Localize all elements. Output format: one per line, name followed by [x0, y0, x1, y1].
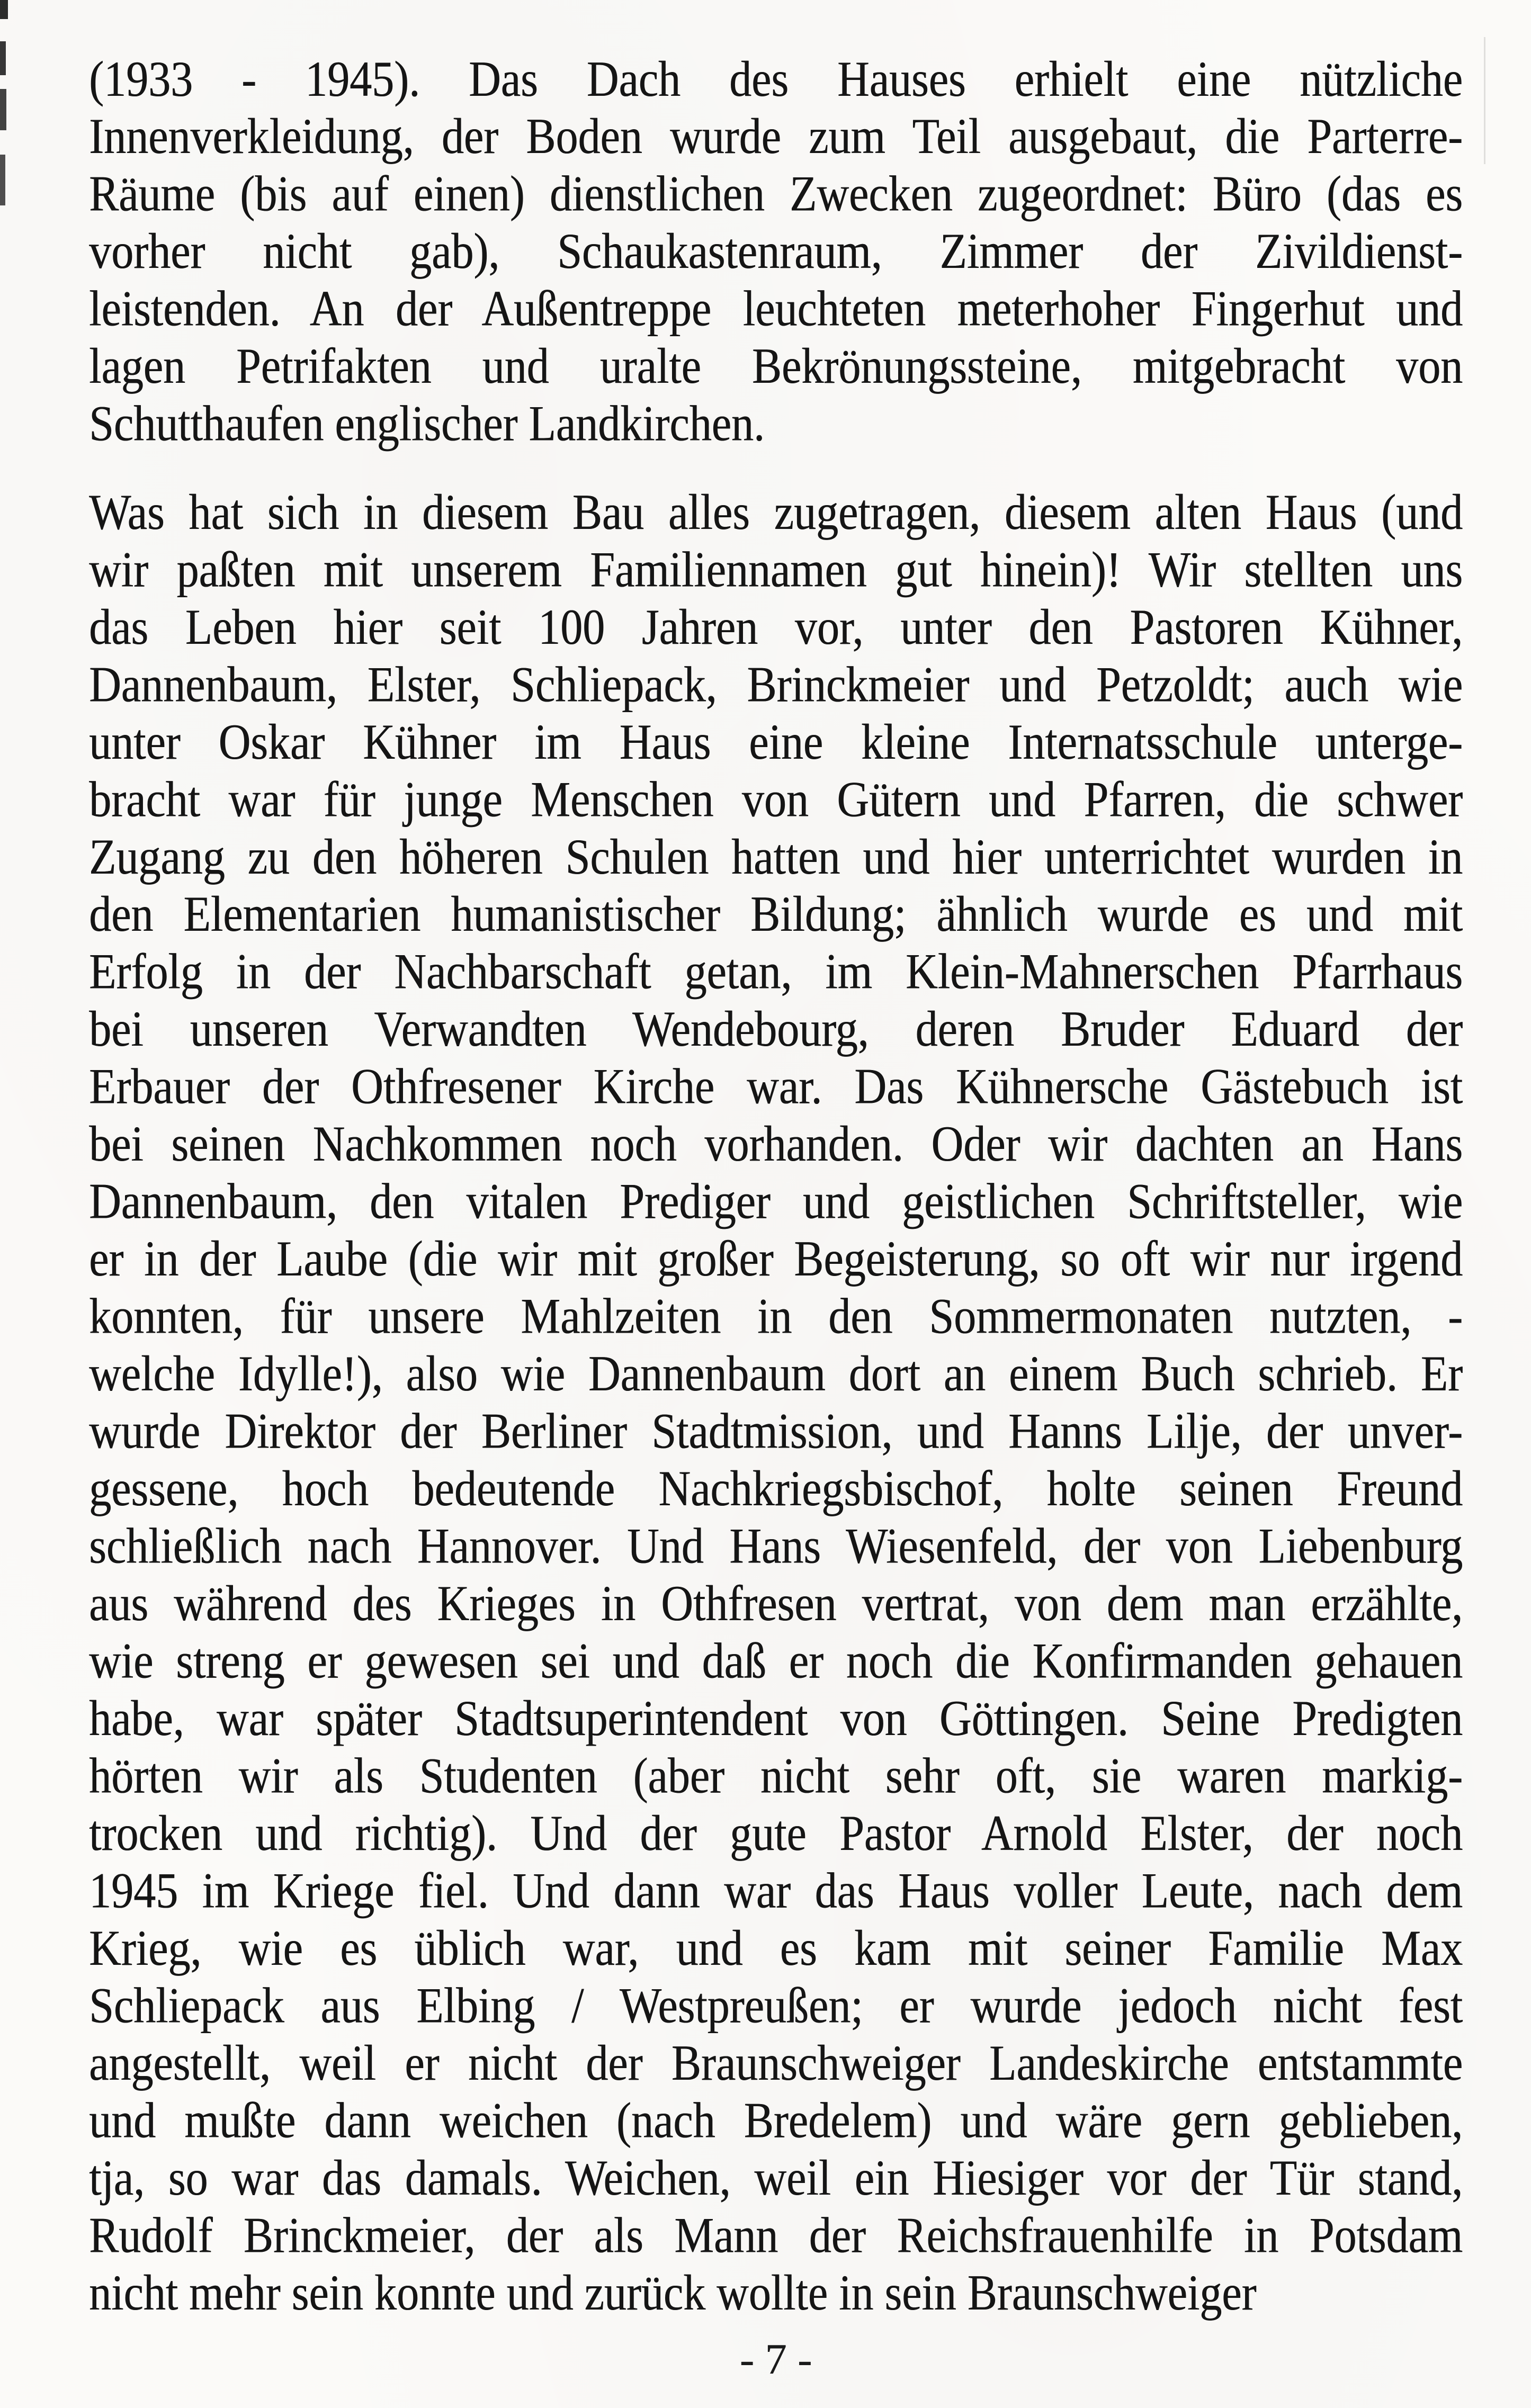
- text-line: nicht mehr sein konnte und zurück wollte in sein Braunschweiger: [89, 2265, 1257, 2321]
- text-line: tja, so war das damals. Weichen, weil ein Hiesiger vor der Tür stand,: [89, 2150, 1463, 2206]
- text-line: das Leben hier seit 100 Jahren vor, unter den Pastoren Kühner,: [89, 599, 1463, 655]
- text-line: lagen Petrifakten und uralte Bekrönungssteine, mitgebracht von: [89, 338, 1463, 394]
- text-line: er in der Laube (die wir mit großer Begeisterung, so oft wir nur irgend: [89, 1231, 1463, 1287]
- text-line: bei seinen Nachkommen noch vorhanden. Oder wir dachten an Hans: [89, 1116, 1463, 1172]
- text-line: bracht war für junge Menschen von Gütern und Pfarren, die schwer: [89, 771, 1463, 828]
- text-line: bei unseren Verwandten Wendebourg, deren Bruder Eduard der: [89, 1001, 1463, 1057]
- text-line: vorher nicht gab), Schaukastenraum, Zimmer der Zivildienst-: [89, 223, 1463, 280]
- page-number: - 7 -: [739, 2335, 812, 2383]
- text-line: und mußte dann weichen (nach Bredelem) und wäre gern geblieben,: [89, 2092, 1463, 2149]
- text-line: Was hat sich in diesem Bau alles zugetragen, diesem alten Haus (und: [89, 484, 1463, 541]
- text-line: angestellt, weil er nicht der Braunschweiger Landeskirche entstammte: [89, 2035, 1463, 2091]
- paragraph: [89, 484, 1463, 2322]
- text-line: Innenverkleidung, der Boden wurde zum Teil ausgebaut, die Parterre-: [89, 109, 1463, 165]
- text-line: leistenden. An der Außentreppe leuchteten meterhoher Fingerhut und: [89, 281, 1463, 337]
- scan-edge-artifact: [0, 41, 6, 75]
- text-line: gessene, hoch bedeutende Nachkriegsbischof, holte seinen Freund: [89, 1461, 1463, 1517]
- text-line: Erbauer der Othfresener Kirche war. Das Kühnersche Gästebuch ist: [89, 1059, 1463, 1115]
- body-text-block: [89, 51, 1463, 2322]
- scan-edge-artifact: [0, 0, 8, 19]
- text-line: Dannenbaum, den vitalen Prediger und geistlichen Schriftsteller, wie: [89, 1174, 1463, 1230]
- text-line: Krieg, wie es üblich war, und es kam mit seiner Familie Max: [89, 1920, 1463, 1976]
- text-line: Räume (bis auf einen) dienstlichen Zwecken zugeordnet: Büro (das es: [89, 166, 1463, 222]
- text-line: den Elementarien humanistischer Bildung; ähnlich wurde es und mit: [89, 886, 1463, 942]
- text-line: unter Oskar Kühner im Haus eine kleine Internatsschule unterge-: [89, 714, 1463, 770]
- text-line: Rudolf Brinckmeier, der als Mann der Reichsfrauenhilfe in Potsdam: [89, 2207, 1463, 2263]
- text-line: schließlich nach Hannover. Und Hans Wiesenfeld, der von Liebenburg: [89, 1518, 1463, 1574]
- text-line: Schliepack aus Elbing / Westpreußen; er wurde jedoch nicht fest: [89, 1978, 1463, 2034]
- text-line: habe, war später Stadtsuperintendent von Göttingen. Seine Predigten: [89, 1691, 1463, 1747]
- text-line: aus während des Krieges in Othfresen vertrat, von dem man erzählte,: [89, 1576, 1463, 1632]
- scan-edge-artifact: [0, 89, 6, 130]
- text-line: hörten wir als Studenten (aber nicht sehr oft, sie waren markig-: [89, 1748, 1463, 1804]
- text-line: wurde Direktor der Berliner Stadtmission, und Hanns Lilje, der unver-: [89, 1403, 1463, 1460]
- text-line: Zugang zu den höheren Schulen hatten und hier unterrichtet wurden in: [89, 829, 1463, 885]
- text-line: trocken und richtig). Und der gute Pastor Arnold Elster, der noch: [89, 1805, 1463, 1862]
- text-line: Erfolg in der Nachbarschaft getan, im Klein-Mahnerschen Pfarrhaus: [89, 944, 1463, 1000]
- text-line: Dannenbaum, Elster, Schliepack, Brinckmeier und Petzoldt; auch wie: [89, 657, 1463, 713]
- paragraph: [89, 51, 1463, 453]
- text-line: wie streng er gewesen sei und daß er noch die Konfirmanden gehauen: [89, 1633, 1463, 1689]
- text-line: konnten, für unsere Mahlzeiten in den Sommermonaten nutzten, -: [89, 1288, 1463, 1345]
- text-line: welche Idylle!), also wie Dannenbaum dort an einem Buch schrieb. Er: [89, 1346, 1463, 1402]
- text-line: wir paßten mit unserem Familiennamen gut hinein)! Wir stellten uns: [89, 542, 1463, 598]
- scan-edge-artifact: [0, 155, 5, 205]
- text-line: Schutthaufen englischer Landkirchen.: [89, 396, 765, 452]
- scan-edge-artifact: [1484, 37, 1485, 164]
- text-line: 1945 im Kriege fiel. Und dann war das Haus voller Leute, nach dem: [89, 1863, 1463, 1919]
- text-line: (1933 - 1945). Das Dach des Hauses erhielt eine nützliche: [89, 51, 1463, 107]
